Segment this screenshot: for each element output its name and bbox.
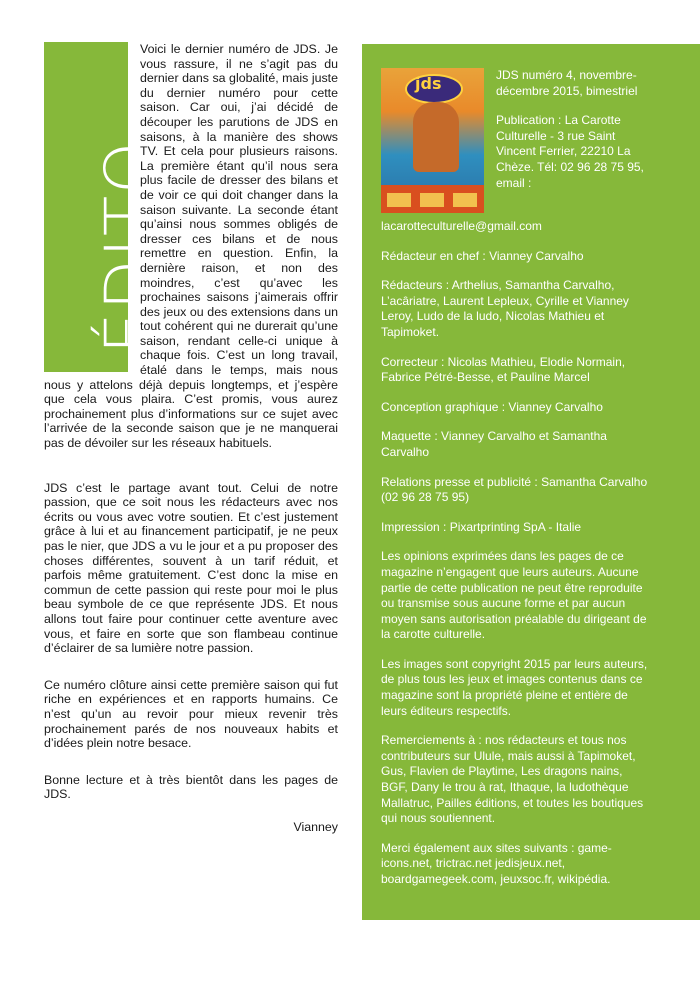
issue-info: JDS numéro 4, novembre-décembre 2015, bimestriel xyxy=(496,68,638,98)
banner-spacer xyxy=(44,42,140,377)
edito-title: ÉDITO xyxy=(91,139,168,355)
cover-illustration xyxy=(413,102,459,172)
cover-game-box xyxy=(420,193,444,207)
cover-game-box xyxy=(387,193,411,207)
credit-writers: Rédacteurs : Arthelius, Samantha Carvalho, L’acâriatre, Laurent Lepleux, Cyrille et Vianney Leroy, Ludo de la ludo, Nicolas Mathieu et Tapimoket. xyxy=(381,278,629,339)
edito-article xyxy=(44,42,338,835)
edito-paragraph-2: JDS c’est le partage avant tout. Celui de notre passion, que ce soit nous les rédacteurs avec nos écrits ou vous avec votre soutien. Et c’est justement grâce à lui et au financement participatif, je ne peux pas le nier, que JDS a vu le jour et a pu proposer des choses différentes, souvent à un tarif réduit, et parfois même gratuitement. C’est donc la mise en commun de cette passion qui reste pour moi le plus beau symbole de ce que représente JDS. Et nous allons tout faire pour continuer cette aventure avec vous, et faire en sorte que son flambeau continue d’éclairer de sa lumière notre passion. xyxy=(44,480,338,656)
acknowledgements: Remerciements à : nos rédacteurs et tous nos contributeurs sur Ulule, mais aussi à Tapimoket, Gus, Flavien de Playtime, Les dragons nains, BGF, Dany le trou à rat, Ithaque, la ludothèque Mallatruc, Pailles éditions, et toutes les boutiques qui nous soutiennent. xyxy=(381,733,644,826)
credit-printing: Impression : Pixartprinting SpA - Italie xyxy=(381,519,582,534)
credits-content xyxy=(381,68,649,902)
legal-disclaimer: Les opinions exprimées dans les pages de ce magazine n’engagent que leurs auteurs. Aucune partie de cette publication ne peut être reproduite ou transmise sous aucune forme et par aucun moyen sans autorisation préalable du dirigeant de la carotte culturelle. xyxy=(381,549,647,642)
edito-paragraph-3: Ce numéro clôture ainsi cette première saison qui fut riche en expériences et en rapports humains. Ce n’est qu’un au revoir pour mieux revenir très prochainement parés de nos nouveaux habits et d’idées plein notre besace. xyxy=(44,677,338,751)
magazine-cover-image xyxy=(381,68,484,213)
credit-graphic-design: Conception graphique : Vianney Carvalho xyxy=(381,399,603,414)
edito-paragraph-1: Voici le dernier numéro de JDS. Je vous rassure, il ne s’agit pas du dernier dans sa globalité, mais juste du dernier numéro pour cette saison. Car oui, j’ai décidé de découper les parutions de JDS en saisons, à la manière des shows TV. Et cela pour plusieurs raisons. La première étant qu’il nous sera plus facile de dresser des bilans et de voir ce qui doit changer dans la saison suivante. La seconde étant qu’ainsi nous sommes obligés de dresser ces bilans et de nous remettre en question. Enfin, la dernière raison, et non des moindres, c’est qu’avec les prochaines saisons j’aimerais offrir des jeux ou des extensions dans un tout cohérent qui ne durerait qu’une saison, rendant celle-ci unique à chaque fois. C’est un long travail, étalé dans le temps, mais nous nous y attelons déjà depuis longtemps, et j’espère que cela vous plaira. C’est promis, vous aurez prochainement plus d’informations sur ce sujet avec l’arrivée de la seconde saison que je ne manquerai pas de dévoiler sur les réseaux habituels. xyxy=(44,42,338,451)
copyright-notice: Les images sont copyright 2015 par leurs auteurs, de plus tous les jeux et images contenus dans ce magazine sont la propriété pleine et entière de leurs éditeurs respectifs. xyxy=(381,656,648,718)
website-thanks: Merci également aux sites suivants : game-icons.net, trictrac.net jedisjeux.net, boardgamegeek.com, jeuxsoc.fr, wikipédia. xyxy=(381,840,612,886)
credit-editor-in-chief: Rédacteur en chef : Vianney Carvalho xyxy=(381,248,584,263)
credit-proofreaders: Correcteur : Nicolas Mathieu, Elodie Normain, Fabrice Pétré-Besse, et Pauline Marcel xyxy=(381,354,626,385)
credit-press-relations: Relations presse et publicité : Samantha Carvalho (02 96 28 75 95) xyxy=(381,474,648,505)
credits-panel xyxy=(362,44,700,920)
cover-logo-text: jds xyxy=(415,74,442,93)
cover-game-box xyxy=(453,193,477,207)
edito-signature: Vianney xyxy=(293,819,338,834)
edito-paragraph-4: Bonne lecture et à très bientôt dans les pages de JDS. xyxy=(44,772,338,802)
publisher-info: Publication : La Carotte Culturelle - 3 rue Saint Vincent Ferrier, 22210 La Chèze. Tél: 02 96 28 75 95, email : lacarotteculturelle@gmail.com xyxy=(381,113,644,233)
credit-layout: Maquette : Vianney Carvalho et Samantha Carvalho xyxy=(381,429,607,459)
